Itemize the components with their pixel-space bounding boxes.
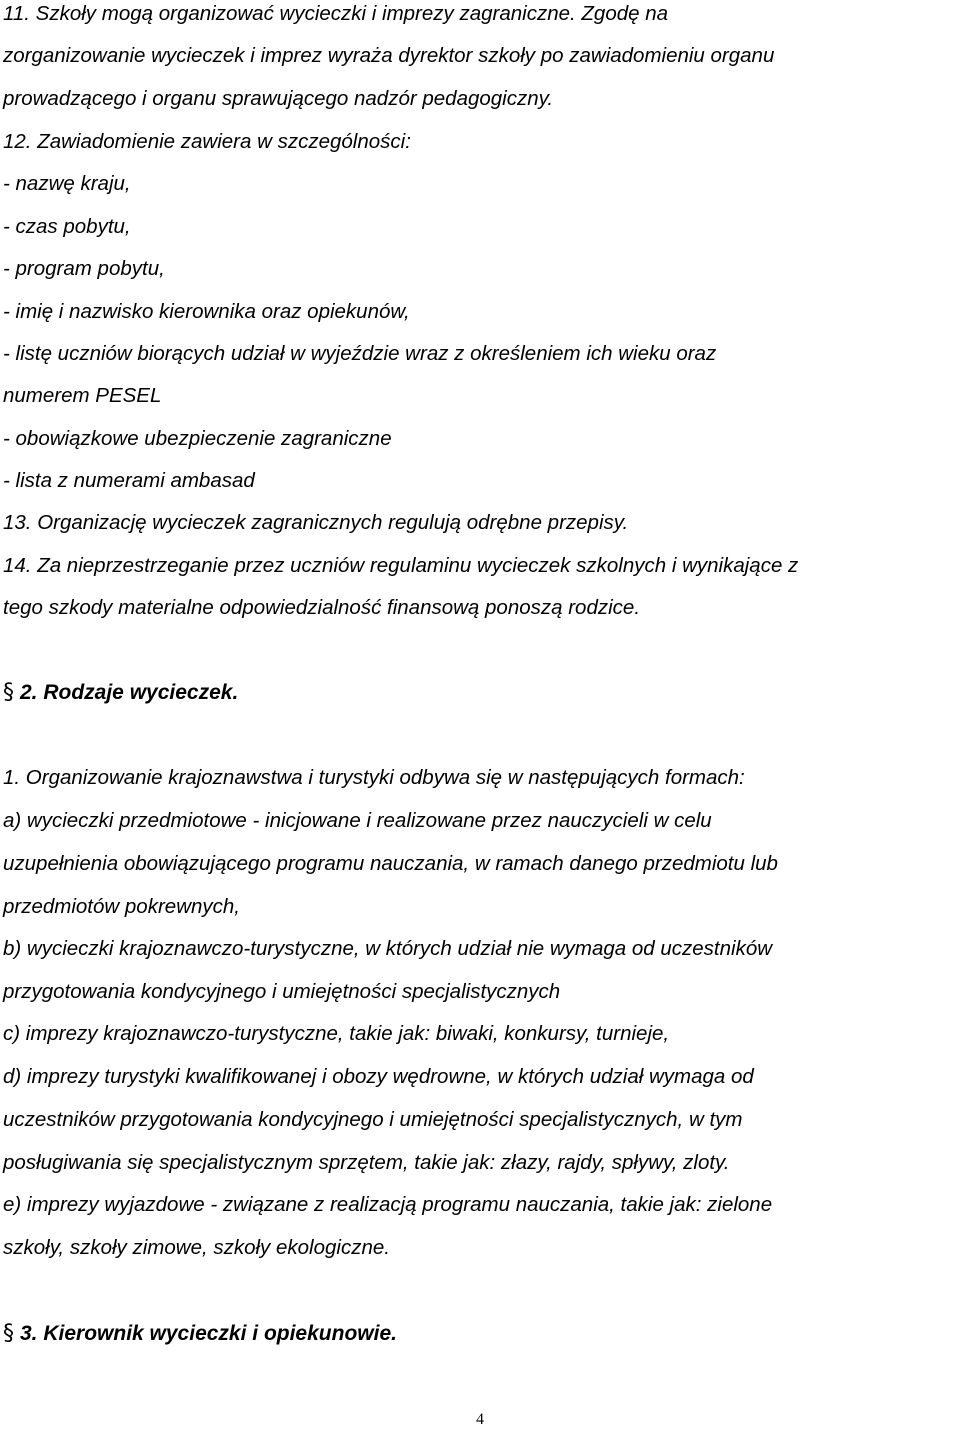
list-item: - listę uczniów biorących udział w wyjeździe wraz z określeniem ich wieku oraz: [3, 342, 717, 365]
text-line: prowadzącego i organu sprawującego nadzór pedagogiczny.: [3, 87, 554, 110]
text-line: e) imprezy wyjazdowe - związane z realizacją programu nauczania, takie jak: zielone: [3, 1193, 773, 1216]
text-line: uczestników przygotowania kondycyjnego i umiejętności specjalistycznych, w tym: [3, 1108, 743, 1131]
list-item: - nazwę kraju,: [3, 172, 131, 195]
text-line: a) wycieczki przedmiotowe - inicjowane i realizowane przez nauczycieli w celu: [3, 809, 712, 832]
section-symbol: §: [3, 1321, 14, 1346]
text-line: przedmiotów pokrewnych,: [3, 895, 240, 918]
text-line: 12. Zawiadomienie zawiera w szczególności:: [3, 130, 411, 153]
text-line: szkoły, szkoły zimowe, szkoły ekologiczne.: [3, 1236, 390, 1259]
text-line: numerem PESEL: [3, 384, 162, 407]
text-line: tego szkody materialne odpowiedzialność finansową ponoszą rodzice.: [3, 596, 641, 619]
section-heading: [3, 1321, 397, 1347]
list-item: - program pobytu,: [3, 257, 165, 280]
page-number: 4: [476, 1411, 484, 1428]
list-item: - lista z numerami ambasad: [3, 469, 255, 492]
text-line: 11. Szkoły mogą organizować wycieczki i imprezy zagraniczne. Zgodę na: [3, 2, 669, 25]
text-line: przygotowania kondycyjnego i umiejętności specjalistycznych: [3, 980, 561, 1003]
text-line: d) imprezy turystyki kwalifikowanej i obozy wędrowne, w których udział wymaga od: [3, 1065, 754, 1088]
section-heading: [3, 680, 238, 706]
text-line: posługiwania się specjalistycznym sprzętem, takie jak: złazy, rajdy, spływy, zloty.: [3, 1151, 730, 1174]
text-line: zorganizowanie wycieczek i imprez wyraża dyrektor szkoły po zawiadomieniu organu: [3, 44, 775, 67]
list-item: - imię i nazwisko kierownika oraz opiekunów,: [3, 300, 410, 323]
text-line: c) imprezy krajoznawczo-turystyczne, takie jak: biwaki, konkursy, turnieje,: [3, 1022, 670, 1045]
text-line: 1. Organizowanie krajoznawstwa i turystyki odbywa się w następujących formach:: [3, 766, 745, 789]
section-symbol: §: [3, 680, 14, 705]
list-item: - czas pobytu,: [3, 215, 131, 238]
text-line: 13. Organizację wycieczek zagranicznych regulują odrębne przepisy.: [3, 511, 629, 534]
list-item: - obowiązkowe ubezpieczenie zagraniczne: [3, 427, 392, 450]
text-line: 14. Za nieprzestrzeganie przez uczniów regulaminu wycieczek szkolnych i wynikające z: [3, 554, 799, 577]
section-title: 2. Rodzaje wycieczek.: [20, 681, 239, 704]
text-line: b) wycieczki krajoznawczo-turystyczne, w których udział nie wymaga od uczestników: [3, 937, 773, 960]
section-title: 3. Kierownik wycieczki i opiekunowie.: [20, 1322, 397, 1345]
text-line: uzupełnienia obowiązującego programu nauczania, w ramach danego przedmiotu lub: [3, 852, 778, 875]
